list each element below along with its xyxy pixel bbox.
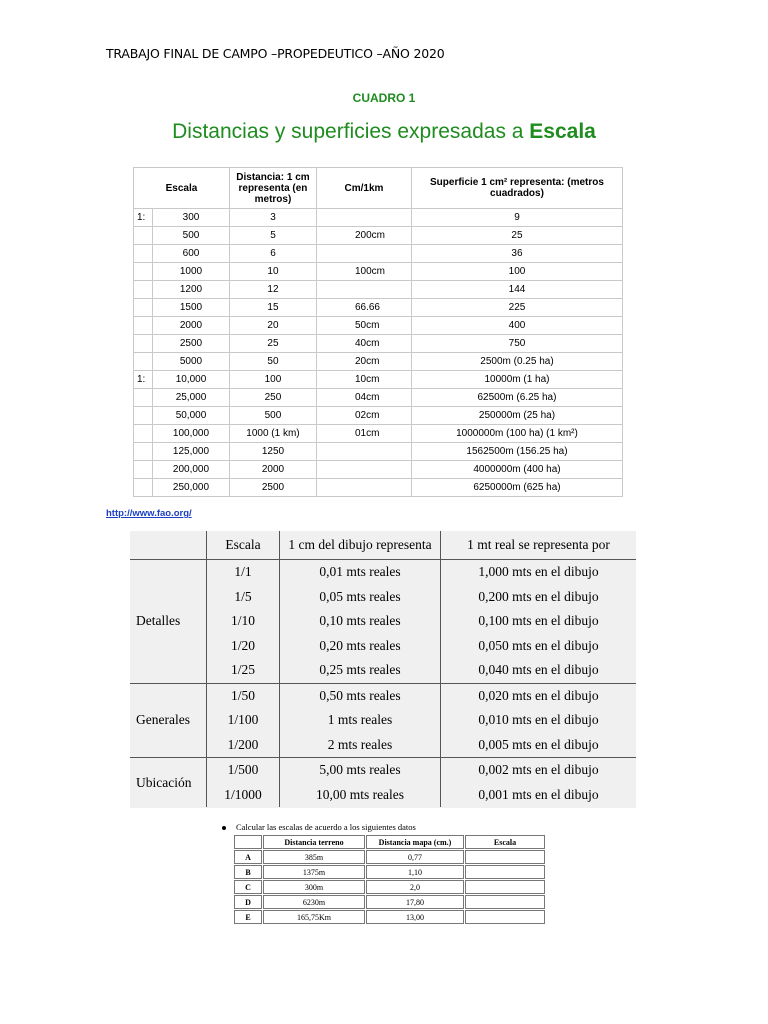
cell-terreno: 300m: [263, 880, 365, 894]
header-cell: 1 cm del dibujo representa: [280, 531, 441, 560]
header-cell: [130, 531, 207, 560]
table-row: [134, 425, 623, 443]
cell-superficie: 1562500m (156.25 ha): [411, 443, 622, 461]
table-header-row: [134, 168, 623, 209]
table-row: [130, 609, 636, 634]
cell-dibujo: 2 mts reales: [280, 733, 441, 758]
cell-prefix: [134, 461, 153, 479]
cell-distancia: 1250: [229, 443, 316, 461]
cell-superficie: 9: [411, 209, 622, 227]
header-cell: Escala: [465, 835, 545, 849]
cell-distancia: 12: [229, 281, 316, 299]
cell-superficie: 62500m (6.25 ha): [411, 389, 622, 407]
table-row: [134, 479, 623, 497]
cell-mapa: 1,10: [366, 865, 464, 879]
cell-escala: 25,000: [153, 389, 230, 407]
cell-cm1km: [316, 245, 411, 263]
cell-prefix: [134, 299, 153, 317]
cell-real: 0,002 mts en el dibujo: [478, 762, 599, 778]
header-cell: Distancia terreno: [263, 835, 365, 849]
cell-dibujo: 0,01 mts reales: [280, 560, 441, 585]
cell-dibujo: 5,00 mts reales: [280, 758, 441, 783]
cell-prefix: [134, 263, 153, 281]
cell-superficie: 10000m (1 ha): [411, 371, 622, 389]
scale-categories-table-image: [130, 531, 636, 808]
cell-terreno: 6230m: [263, 895, 365, 909]
table-row: [134, 443, 623, 461]
exercise-instruction: [222, 822, 416, 832]
scale-categories-table: [130, 531, 636, 807]
cell-escala: 125,000: [153, 443, 230, 461]
cell-distancia: 20: [229, 317, 316, 335]
cell-cm1km: 40cm: [316, 335, 411, 353]
cell-distancia: 100: [229, 371, 316, 389]
cell-escala: 100,000: [153, 425, 230, 443]
cell-cm1km: [316, 479, 411, 497]
cell-superficie: 1000000m (100 ha) (1 km²): [411, 425, 622, 443]
cell-escala: 1500: [153, 299, 230, 317]
cell-escala: 500: [153, 227, 230, 245]
col-escala: Escala: [134, 168, 230, 209]
table-row: [130, 758, 636, 783]
cell-escala: 300: [153, 209, 230, 227]
cell-real: 1,000 mts en el dibujo: [478, 564, 599, 580]
cell-distancia: 10: [229, 263, 316, 281]
cell-dibujo: 0,10 mts reales: [280, 609, 441, 634]
cell-cm1km: [316, 443, 411, 461]
cell-cm1km: 100cm: [316, 263, 411, 281]
header-cell: Distancia mapa (cm.): [366, 835, 464, 849]
cell-prefix: 1:: [134, 209, 153, 227]
table-header-row: [234, 835, 545, 849]
cell-superficie: 144: [411, 281, 622, 299]
exercise-table: [233, 834, 546, 925]
col-distancia: Distancia: 1 cm representa (en metros): [229, 168, 316, 209]
cell-prefix: 1:: [134, 371, 153, 389]
cell-escala: 1/10: [207, 609, 280, 634]
cell-escala: 1/1000: [207, 783, 280, 808]
cell-escala: 1/50: [207, 683, 280, 708]
cell-prefix: [134, 443, 153, 461]
cell-mapa: 0,77: [366, 850, 464, 864]
title-bold: Escala: [529, 120, 596, 143]
table-row: [130, 708, 636, 733]
cell-distancia: 50: [229, 353, 316, 371]
cell-terreno: 385m: [263, 850, 365, 864]
cell-escala-input[interactable]: [465, 880, 545, 894]
row-label: B: [234, 865, 262, 879]
cell-escala: 50,000: [153, 407, 230, 425]
table-header-row: [130, 531, 636, 560]
table-row: [134, 461, 623, 479]
cell-dibujo: 0,20 mts reales: [280, 634, 441, 659]
cell-escala: 1000: [153, 263, 230, 281]
cell-superficie: 250000m (25 ha): [411, 407, 622, 425]
cell-escala: 1/200: [207, 733, 280, 758]
cell-real: 0,001 mts en el dibujo: [478, 786, 599, 802]
cell-distancia: 5: [229, 227, 316, 245]
table-row: [234, 910, 545, 924]
cell-real: 0,040 mts en el dibujo: [441, 658, 637, 683]
cell-distancia: 1000 (1 km): [229, 425, 316, 443]
cell-real: 0,020 mts en el dibujo: [478, 687, 599, 703]
header-cell: Escala: [207, 531, 280, 560]
cell-escala: 1/20: [207, 634, 280, 659]
cell-cm1km: [316, 461, 411, 479]
cell-dibujo: 0,25 mts reales: [280, 658, 441, 683]
table-row: [130, 634, 636, 659]
cell-superficie: 36: [411, 245, 622, 263]
category-cell: Detalles: [130, 560, 207, 684]
table-row: [234, 850, 545, 864]
cell-cm1km: 10cm: [316, 371, 411, 389]
cell-cm1km: 04cm: [316, 389, 411, 407]
table-row: [134, 245, 623, 263]
table-row: [134, 209, 623, 227]
cell-superficie: 750: [411, 335, 622, 353]
cell-prefix: [134, 281, 153, 299]
table-row: [134, 281, 623, 299]
category-cell: Generales: [130, 683, 207, 758]
table-row: [130, 560, 636, 585]
cell-distancia: 25: [229, 335, 316, 353]
table-row: [134, 353, 623, 371]
cell-real: 0,050 mts en el dibujo: [478, 637, 599, 653]
cell-distancia: 250: [229, 389, 316, 407]
cell-escala: 600: [153, 245, 230, 263]
table-body: [234, 835, 545, 924]
cell-prefix: [134, 317, 153, 335]
row-label: D: [234, 895, 262, 909]
cell-distancia: 6: [229, 245, 316, 263]
table-row: [130, 683, 636, 708]
table-row: [234, 865, 545, 879]
table-row: [134, 389, 623, 407]
cell-escala-input[interactable]: [465, 910, 545, 924]
bullet-icon: [222, 826, 226, 830]
cell-dibujo: 10,00 mts reales: [280, 783, 441, 808]
table-row: [130, 783, 636, 808]
cell-cm1km: 66.66: [316, 299, 411, 317]
cell-prefix: [134, 479, 153, 497]
cell-mapa: 13,00: [366, 910, 464, 924]
cell-escala: 1/500: [207, 758, 280, 783]
table-body: [134, 209, 623, 497]
cell-prefix: [134, 353, 153, 371]
scale-distance-table: [133, 167, 623, 497]
cell-prefix: [134, 389, 153, 407]
cell-superficie: 400: [411, 317, 622, 335]
cell-real: 0,100 mts en el dibujo: [478, 613, 599, 629]
cell-escala: 250,000: [153, 479, 230, 497]
cell-escala: 2000: [153, 317, 230, 335]
cell-distancia: 500: [229, 407, 316, 425]
cell-mapa: 17,80: [366, 895, 464, 909]
cell-distancia: 3: [229, 209, 316, 227]
page-title: [0, 120, 768, 144]
col-cm1km: Cm/1km: [316, 168, 411, 209]
table-row: [134, 371, 623, 389]
cell-real: 0,200 mts en el dibujo: [478, 588, 599, 604]
table-row: [234, 895, 545, 909]
cell-escala: 2500: [153, 335, 230, 353]
cell-escala: 1200: [153, 281, 230, 299]
document-header: TRABAJO FINAL DE CAMPO –PROPEDEUTICO –AÑO 2020: [106, 46, 445, 61]
row-label: A: [234, 850, 262, 864]
cell-superficie: 25: [411, 227, 622, 245]
cell-terreno: 1375m: [263, 865, 365, 879]
cell-escala: 5000: [153, 353, 230, 371]
table-row: [234, 880, 545, 894]
row-label: E: [234, 910, 262, 924]
fao-link[interactable]: http://www.fao.org/: [106, 508, 192, 519]
table-row: [134, 263, 623, 281]
table-row: [130, 733, 636, 758]
instruction-text: Calcular las escalas de acuerdo a los siguientes datos: [236, 822, 416, 832]
header-cell: [234, 835, 262, 849]
cell-prefix: [134, 335, 153, 353]
cell-superficie: 4000000m (400 ha): [411, 461, 622, 479]
cell-superficie: 225: [411, 299, 622, 317]
cell-superficie: 2500m (0.25 ha): [411, 353, 622, 371]
cell-escala: 1/5: [207, 585, 280, 610]
cell-distancia: 2000: [229, 461, 316, 479]
cell-escala: 10,000: [153, 371, 230, 389]
table-row: [134, 407, 623, 425]
cell-escala: 1/25: [207, 658, 280, 683]
col-superficie: Superficie 1 cm² representa: (metros cuadrados): [411, 168, 622, 209]
cell-prefix: [134, 227, 153, 245]
cell-mapa: 2,0: [366, 880, 464, 894]
cell-escala-input[interactable]: [465, 850, 545, 864]
table-row: [134, 335, 623, 353]
cell-dibujo: 0,50 mts reales: [280, 683, 441, 708]
table-body: [130, 531, 636, 807]
cell-dibujo: 1 mts reales: [280, 708, 441, 733]
cell-cm1km: [316, 209, 411, 227]
cell-distancia: 2500: [229, 479, 316, 497]
cell-terreno: 165,75Km: [263, 910, 365, 924]
cell-escala-input[interactable]: [465, 865, 545, 879]
title-prefix: Distancias y superficies expresadas a: [172, 120, 530, 143]
cell-dibujo: 0,05 mts reales: [280, 585, 441, 610]
cell-real: 0,010 mts en el dibujo: [478, 712, 599, 728]
cell-cm1km: [316, 281, 411, 299]
cell-superficie: 100: [411, 263, 622, 281]
cell-cm1km: 01cm: [316, 425, 411, 443]
cell-prefix: [134, 245, 153, 263]
cell-cm1km: 50cm: [316, 317, 411, 335]
cuadro-label: CUADRO 1: [352, 91, 416, 105]
cell-prefix: [134, 407, 153, 425]
table-row: [130, 585, 636, 610]
cell-cm1km: 02cm: [316, 407, 411, 425]
cell-prefix: [134, 425, 153, 443]
cell-cm1km: 200cm: [316, 227, 411, 245]
cell-escala: 200,000: [153, 461, 230, 479]
cell-escala: 1/100: [207, 708, 280, 733]
cell-distancia: 15: [229, 299, 316, 317]
cell-escala: 1/1: [207, 560, 280, 585]
table-row: [134, 299, 623, 317]
cell-superficie: 6250000m (625 ha): [411, 479, 622, 497]
table-row: [130, 658, 636, 683]
table-row: [134, 317, 623, 335]
cell-escala-input[interactable]: [465, 895, 545, 909]
table-row: [134, 227, 623, 245]
header-cell: 1 mt real se representa por: [441, 531, 637, 560]
cell-real: 0,005 mts en el dibujo: [441, 733, 637, 758]
category-cell: Ubicación: [130, 758, 207, 808]
row-label: C: [234, 880, 262, 894]
cell-cm1km: 20cm: [316, 353, 411, 371]
